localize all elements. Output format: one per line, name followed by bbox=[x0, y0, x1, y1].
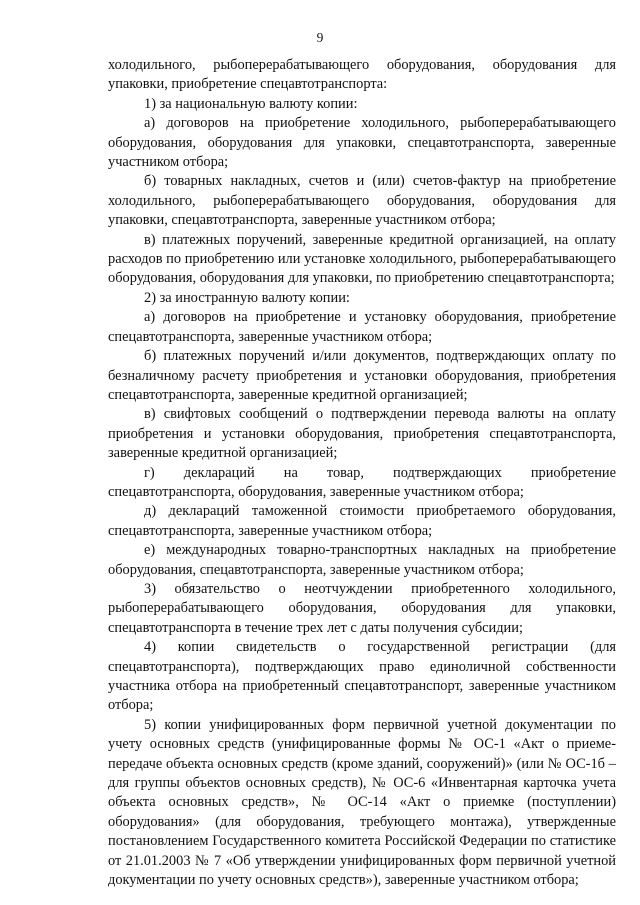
paragraph-item-2e: е) международных товарно-транспортных накладных на приобретение оборудования, спецавтотранспорта, заверенные участником отбора; bbox=[108, 542, 616, 578]
paragraph-item-2: 2) за иностранную валюту копии: bbox=[144, 289, 350, 306]
paragraph-item-5: 5) копии унифицированных форм первичной учетной документации по учету основных средств (унифицированные формы № ОС-1 «Акт о приеме-передаче объекта основных средств (кроме зданий, сооружений)» (или № ОС-1б – для группы объектов основных средств), № ОС-6 «Инвентарная карточка учета объекта основных средств», № ОС-14 «Акт о приемке (поступлении) оборудования» (для оборудования, требующего монтажа), утвержденные постановлением Государственного комитета Российской Федерации по статистике от 21.01.2003 № 7 «Об утверждении унифицированных форм первичной учетной документации по учету основных средств»), заверенные участником отбора; bbox=[108, 716, 616, 889]
paragraph-item-2v: в) свифтовых сообщений о подтверждении перевода валюты на оплату приобретения и установки оборудования, приобретения спецавтотранспорта, заверенные кредитной организацией; bbox=[108, 406, 616, 462]
paragraph-continuation: холодильного, рыбоперерабатывающего оборудования, оборудования для упаковки, приобретение спецавтотранспорта: bbox=[108, 57, 616, 93]
paragraph-item-3: 3) обязательство о неотчуждении приобретенного холодильного, рыбоперерабатывающего оборудования, оборудования для упаковки, спецавтотранспорта в течение трех лет с даты получения субсидии; bbox=[108, 580, 616, 636]
paragraph-item-2b: б) платежных поручений и/или документов, подтверждающих оплату по безналичному расчету приобретения и установки оборудования, приобретения спецавтотранспорта, заверенные кредитной организацией; bbox=[108, 348, 616, 403]
paragraph-item-1v: в) платежных поручений, заверенные кредитной организацией, на оплату расходов по приобретению или установке холодильного, рыбоперерабатывающего оборудования, оборудования для упаковки, по приобретению спецавтотранспорта; bbox=[108, 231, 616, 287]
paragraph-item-1b: б) товарных накладных, счетов и (или) счетов-фактур на приобретение холодильного, рыбоперерабатывающего оборудования, оборудования для упаковки, спецавтотранспорта, заверенные участником отбора; bbox=[108, 173, 616, 229]
paragraph-item-1a: а) договоров на приобретение холодильного, рыбоперерабатывающего оборудования, оборудования для упаковки, спецавтотранспорта, заверенные участником отбора; bbox=[108, 115, 616, 171]
paragraph-item-1: 1) за национальную валюту копии: bbox=[144, 95, 358, 112]
page-number: 9 bbox=[316, 30, 324, 45]
paragraph-item-2d: д) деклараций таможенной стоимости приобретаемого оборудования, спецавтотранспорта, заверенные участником отбора; bbox=[108, 503, 616, 539]
paragraph-item-4: 4) копии свидетельств о государственной регистрации (для спецавтотранспорта), подтверждающих право единоличной собственности участника отбора на приобретенный спецавтотранспорт, заверенные участником отбора; bbox=[108, 639, 616, 714]
document-body bbox=[108, 56, 616, 890]
paragraph-item-2g: г) деклараций на товар, подтверждающих приобретение спецавтотранспорта, оборудования, заверенные участником отбора; bbox=[108, 464, 616, 500]
paragraph-item-2a: а) договоров на приобретение и установку оборудования, приобретение спецавтотранспорта, заверенные участником отбора; bbox=[108, 309, 616, 345]
